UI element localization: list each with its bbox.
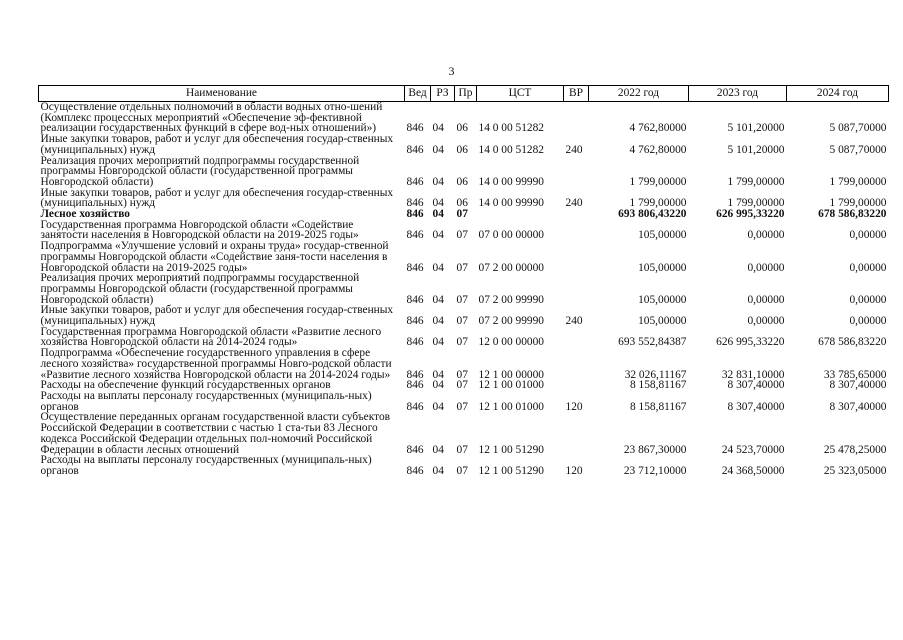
row-cst [477,209,564,220]
row-pr: 07 [456,379,468,392]
row-name: Реализация прочих мероприятий подпрограммы государственной программы Новгородской области (государственной программы Новгородской области) [40,154,360,188]
row-value-2022: 105,00000 [638,293,687,306]
row-name: Иные закупки товаров, работ и услуг для обеспечения государ-ственных (муниципальных) нужд [40,304,394,328]
table-row [39,241,889,273]
row-value-2024: 0,00000 [849,229,887,242]
row-value-2023: 626 995,33220 [716,336,785,349]
row-name: Иные закупки товаров, работ и услуг для обеспечения государ-ственных (муниципальных) нужд [40,186,394,210]
row-cst: 12 0 00 00000 [478,336,544,349]
row-name: Иные закупки товаров, работ и услуг для обеспечения государ-ственных (муниципальных) нужд [40,133,394,156]
row-value-2024: 678 586,83220 [818,208,887,221]
row-cst: 14 0 00 99990 [478,197,544,210]
row-cst: 07 2 00 00000 [478,261,544,274]
row-pr: 07 [456,464,468,477]
page-number: 3 [448,64,455,78]
row-name: Государственная программа Новгородской области «Содействие занятости населения в Новгородской области на 2019-2025 годы» [40,218,359,242]
row-ved: 846 [406,379,424,392]
row-value-2022: 4 762,80000 [629,143,687,156]
header-cst: ЦСТ [477,86,564,102]
row-value-2024: 678 586,83220 [818,336,887,349]
row-pr: 07 [456,336,468,349]
row-value-2023: 1 799,00000 [727,175,785,188]
row-cst: 12 1 00 51290 [478,464,544,477]
row-name: Подпрограмма «Обеспечение государственного управления в сфере лесного хозяйства» государственной программы Новго-родской области «Развитие лесного хозяйства Новгородской области на 2014-2024 годы» [40,347,392,381]
row-value-2024: 5 087,70000 [829,122,887,135]
row-vr [564,209,589,220]
table-row [39,305,889,326]
row-pr: 06 [456,143,468,156]
row-value-2022: 32 026,11167 [624,368,687,381]
row-name: Расходы на обеспечение функций государственных органов [40,379,331,392]
row-ved: 846 [406,464,424,477]
row-value-2022: 693 806,43220 [618,208,687,221]
row-vr [564,380,589,391]
row-value-2024: 5 087,70000 [829,143,887,156]
row-ved: 846 [406,175,424,188]
row-value-2024: 0,00000 [849,315,887,328]
row-value-2024: 8 307,40000 [829,379,887,392]
row-pr: 07 [456,293,468,306]
row-cst: 07 0 00 00000 [478,229,544,242]
row-pr: 06 [456,197,468,210]
row-value-2024: 25 323,05000 [823,464,887,477]
row-value-2022: 693 552,84387 [618,336,687,349]
row-cst: 07 2 00 99990 [478,315,544,328]
row-value-2022: 105,00000 [638,229,687,242]
table-row [39,455,889,476]
row-value-2023: 32 831,10000 [721,368,785,381]
row-cst: 12 1 00 51290 [478,443,544,456]
row-vr: 120 [565,400,583,413]
table-row [39,412,889,455]
row-value-2022: 23 867,30000 [623,443,687,456]
row-pr: 07 [456,229,468,242]
row-ved: 846 [406,400,424,413]
row-ved: 846 [406,229,424,242]
row-vr [564,273,589,305]
row-ved: 846 [406,315,424,328]
row-value-2023: 626 995,33220 [716,208,785,221]
row-name: Осуществление переданных органам государственной власти субъектов Российской Федерации в соответствии с частью 1 ста-тьи 83 Лесного кодекса Российской Федерации отдельных пол-номочий Российской Федерации в области лесных отношений [40,411,391,456]
row-name: Государственная программа Новгородской области «Развитие лесного хозяйства Новгородской области на 2014-2024 годы» [40,325,382,349]
row-value-2023: 1 799,00000 [727,197,785,210]
header-pr: Пр [455,86,477,102]
table-row [39,134,889,155]
row-cst: 12 1 00 00000 [478,368,544,381]
row-rz: 04 [432,229,444,242]
row-value-2024: 0,00000 [849,261,887,274]
row-pr: 07 [456,208,468,221]
row-rz: 04 [432,293,444,306]
row-cst: 14 0 00 99990 [478,175,544,188]
row-value-2022: 1 799,00000 [629,175,687,188]
row-rz: 04 [432,443,444,456]
row-value-2024: 33 785,65000 [823,368,887,381]
row-vr [564,156,589,188]
table-row [39,188,889,209]
table-row [39,220,889,241]
row-name: Осуществление отдельных полномочий в области водных отно-шений (Комплекс процессных мероприятий «Обеспечение эф-фективной реализации государственных функций в сфере вод-ных отношений») [40,101,383,135]
header-2022: 2022 год [589,86,689,102]
row-name: Расходы на выплаты персоналу государственных (муниципаль-ных) органов [40,389,372,413]
row-cst: 14 0 00 51282 [478,143,544,156]
row-name: Подпрограмма «Улучшение условий и охраны труда» государ-ственной программы Новгородской области «Содействие заня-тости населения в Новгородской области на 2019-2025 годы» [40,240,389,274]
row-vr: 240 [565,315,583,328]
row-rz: 04 [432,400,444,413]
row-name: Расходы на выплаты персоналу государственных (муниципаль-ных) органов [40,454,372,477]
row-pr: 07 [456,443,468,456]
table-row [39,348,889,380]
header-rz: РЗ [431,86,455,102]
row-name: Лесное хозяйство [40,208,131,221]
table-body [39,102,889,477]
row-cst: 14 0 00 51282 [478,122,544,135]
row-cst: 12 1 00 01000 [478,400,544,413]
row-value-2023: 24 523,70000 [721,443,785,456]
row-value-2023: 0,00000 [747,315,785,328]
row-value-2023: 0,00000 [747,229,785,242]
row-vr [564,102,589,135]
table-header-row [39,86,889,102]
row-rz: 04 [432,122,444,135]
row-value-2023: 5 101,20000 [727,143,785,156]
row-value-2024: 8 307,40000 [829,400,887,413]
row-pr: 06 [456,122,468,135]
table-row [39,327,889,348]
budget-table [38,85,889,477]
row-ved: 846 [406,293,424,306]
row-pr: 07 [456,368,468,381]
row-value-2023: 8 307,40000 [727,379,785,392]
row-value-2022: 105,00000 [638,261,687,274]
row-name: Реализация прочих мероприятий подпрограммы государственной программы Новгородской области (государственной программы Новгородской области) [40,272,360,306]
row-rz: 04 [432,379,444,392]
row-value-2023: 5 101,20000 [727,122,785,135]
row-cst: 12 1 00 01000 [478,379,544,392]
row-rz: 04 [432,197,444,210]
row-pr: 07 [456,400,468,413]
row-value-2022: 105,00000 [638,315,687,328]
header-2024: 2024 год [787,86,889,102]
row-value-2023: 8 307,40000 [727,400,785,413]
row-vr [564,327,589,348]
row-rz: 04 [432,336,444,349]
row-value-2023: 0,00000 [747,261,785,274]
row-ved: 846 [406,368,424,381]
row-value-2024: 0,00000 [849,293,887,306]
row-pr: 07 [456,315,468,328]
row-cst: 07 2 00 99990 [478,293,544,306]
row-rz: 04 [432,208,444,221]
row-ved: 846 [406,261,424,274]
row-ved: 846 [406,208,424,221]
row-ved: 846 [406,143,424,156]
row-rz: 04 [432,175,444,188]
row-value-2022: 4 762,80000 [629,122,687,135]
row-value-2022: 8 158,81167 [629,400,687,413]
row-value-2022: 1 799,00000 [629,197,687,210]
table-row [39,391,889,412]
row-vr [564,241,589,273]
row-value-2023: 0,00000 [747,293,785,306]
row-pr: 06 [456,175,468,188]
row-vr [564,412,589,455]
row-value-2024: 1 799,00000 [829,197,887,210]
header-name: Наименование [39,86,405,102]
row-vr [564,348,589,380]
row-value-2024: 25 478,25000 [823,443,887,456]
row-value-2024: 1 799,00000 [829,175,887,188]
table-row [39,102,889,135]
table-row [39,273,889,305]
row-rz: 04 [432,315,444,328]
row-rz: 04 [432,464,444,477]
row-vr: 240 [565,143,583,156]
header-ved: Вед [405,86,431,102]
row-ved: 846 [406,336,424,349]
row-value-2023: 24 368,50000 [721,464,785,477]
row-value-2022: 8 158,81167 [629,379,687,392]
header-vr: ВР [564,86,589,102]
row-vr: 240 [565,197,583,210]
row-vr: 120 [565,464,583,477]
table-row [39,156,889,188]
row-value-2022: 23 712,10000 [623,464,687,477]
row-rz: 04 [432,368,444,381]
row-pr: 07 [456,261,468,274]
row-vr [564,220,589,241]
header-2023: 2023 год [689,86,787,102]
row-ved: 846 [406,122,424,135]
row-ved: 846 [406,197,424,210]
row-rz: 04 [432,261,444,274]
row-rz: 04 [432,143,444,156]
row-ved: 846 [406,443,424,456]
